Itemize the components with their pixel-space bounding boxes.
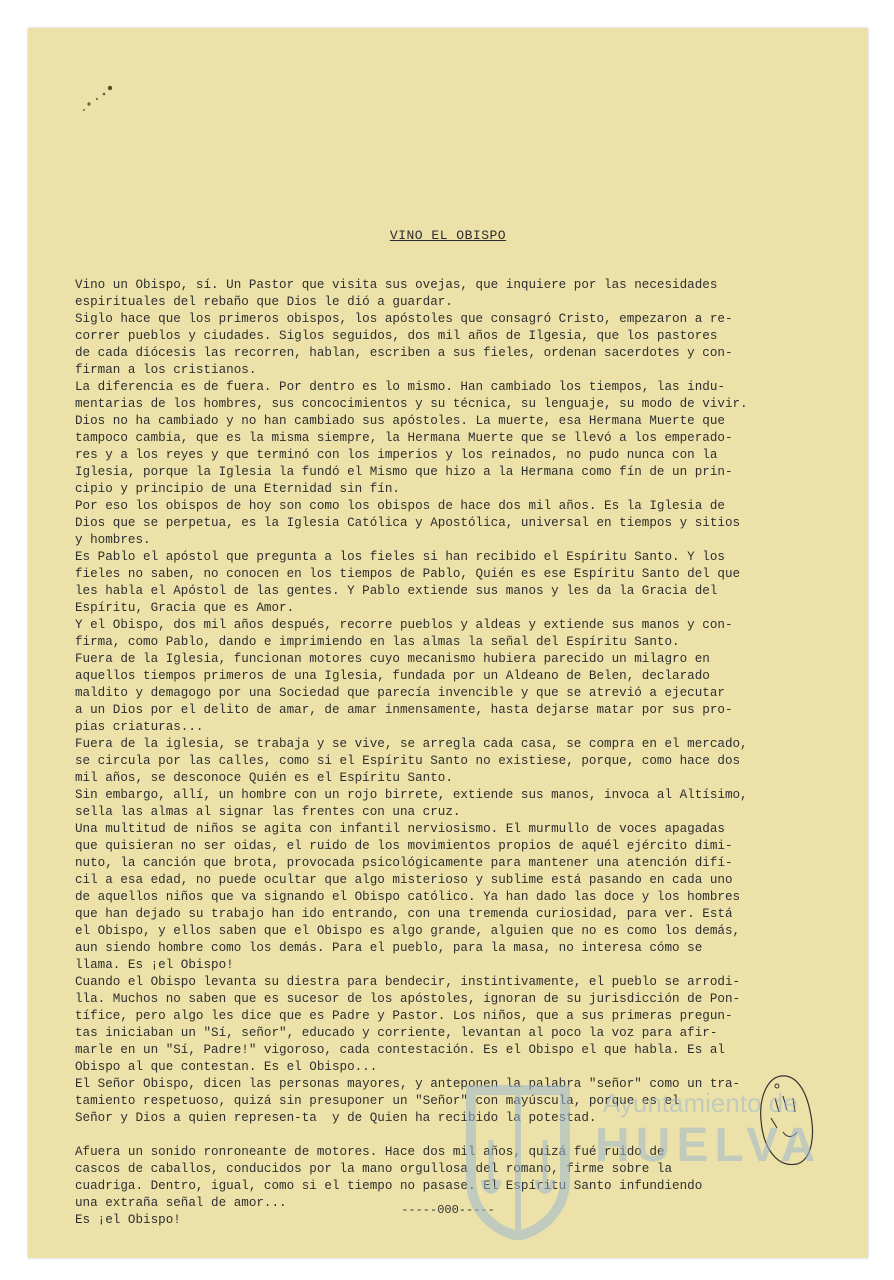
text-line: Sin embargo, allí, un hombre con un rojo birrete, extiende sus manos, invoca al Altísimo, (75, 788, 748, 802)
text-line: pias criaturas... (75, 720, 204, 734)
text-line: Fuera de la Iglesia, funcionan motores cuyo mecanismo hubiera parecido un milagro en (75, 652, 710, 666)
text-line: res y a los reyes y que terminó con los imperios y los reinados, no pudo nunca con la (75, 448, 718, 462)
text-line: espirituales del rebaño que Dios le dió a guardar. (75, 295, 453, 309)
city-shield-icon (463, 1080, 573, 1240)
text-line: les habla el Apóstol de las gentes. Y Pablo extiende sus manos y les da la Gracia del (75, 584, 718, 598)
end-mark: -----000----- (401, 1203, 495, 1217)
text-line: Iglesia, porque la Iglesia la fundó el Mismo que hizo a la Hermana como fín de un prin- (75, 465, 733, 479)
text-line: cuadriga. Dentro, igual, como si el tiempo no pasase. El Espíritu Santo infundiendo (75, 1179, 703, 1193)
watermark-name: Ayuntamiento de (603, 1088, 798, 1118)
text-line: Por eso los obispos de hoy son como los obispos de hace dos mil años. Es la Iglesia de (75, 499, 725, 513)
huelva-watermark (455, 1080, 840, 1240)
watermark-city: HUELVA (595, 1119, 822, 1172)
text-line: nuto, la canción que brota, provocada psicológicamente para mantener una atención difí- (75, 856, 733, 870)
text-line: y hombres. (75, 533, 151, 547)
text-line: Dios no ha cambiado y no han cambiado sus apóstoles. La muerte, esa Hermana Muerte que (75, 414, 725, 428)
text-line: Es ¡el Obispo! (75, 1213, 181, 1227)
text-line: Es Pablo el apóstol que pregunta a los fieles si han recibido el Espíritu Santo. Y los (75, 550, 725, 564)
text-line: de cada diócesis las recorren, hablan, escriben a sus fieles, ordenan sacerdotes y con- (75, 346, 733, 360)
text-line: Vino un Obispo, sí. Un Pastor que visita sus ovejas, que inquiere por las necesidades (75, 278, 718, 292)
document-page (28, 28, 868, 1258)
text-line: Una multitud de niños se agita con infantil nerviosismo. El murmullo de voces apagadas (75, 822, 725, 836)
text-line: cil a esa edad, no puede ocultar que algo misterioso y sublime está pasando en cada uno (75, 873, 733, 887)
text-line: Siglo hace que los primeros obispos, los apóstoles que consagró Cristo, empezaron a re- (75, 312, 733, 326)
ink-smudge (80, 80, 122, 116)
text-line: de aquellos niños que va signando el Obispo católico. Ya han dado las doce y los hombres (75, 890, 741, 904)
text-line: una extraña señal de amor... (75, 1196, 287, 1210)
text-line: Dios que se perpetua, es la Iglesia Católica y Apostólica, universal en tiempos y sitios (75, 516, 741, 530)
text-line: que quisieran no ser oidas, el ruido de los movimientos propios de aquél ejército dimi- (75, 839, 733, 853)
text-line: llama. Es ¡el Obispo! (75, 958, 234, 972)
text-line: tampoco cambia, que es la misma siempre, la Hermana Muerte que se llevó a los emperado- (75, 431, 733, 445)
text-line: el Obispo, y ellos saben que el Obispo es algo grande, alguien que no es como los demás, (75, 924, 741, 938)
text-line: Obispo al que contestan. Es el Obispo... (75, 1060, 378, 1074)
text-line: correr pueblos y ciudades. Siglos seguidos, dos mil años de Ilgesia, que los pastores (75, 329, 718, 343)
text-line: cascos de caballos, conducidos por la mano orgullosa del romano, firme sobre la (75, 1162, 673, 1176)
text-line: se circula por las calles, como si el Espíritu Santo no existiese, porque, como hace dos (75, 754, 741, 768)
text-line: sella las almas al signar las frentes con una cruz. (75, 805, 461, 819)
text-line: mentarias de los hombres, sus concocimientos y su técnica, su lenguaje, su modo de vivir. (75, 397, 748, 411)
text-line: firman a los cristianos. (75, 363, 257, 377)
text-line: Fuera de la iglesia, se trabaja y se vive, se arregla cada casa, se compra en el mercado, (75, 737, 748, 751)
text-line: Y el Obispo, dos mil años después, recorre pueblos y aldeas y extiende sus manos y con- (75, 618, 733, 632)
text-line: mil años, se desconoce Quién es el Espíritu Santo. (75, 771, 453, 785)
text-line: aquellos tiempos primeros de una Iglesia, fundada por un Aldeano de Belen, declarado (75, 669, 710, 683)
text-line: tas iniciaban un "Sí, señor", educado y corriente, levantan al poco la voz para afir- (75, 1026, 718, 1040)
text-line: fieles no saben, no conocen en los tiempos de Pablo, Quién es ese Espíritu Santo del que (75, 567, 741, 581)
text-line: marle en un "Sí, Padre!" vigoroso, cada contestación. Es el Obispo el que habla. Es al (75, 1043, 725, 1057)
text-line: lla. Muchos no saben que es sucesor de los apóstoles, ignoran de su jurisdicción de Pon- (75, 992, 741, 1006)
text-line: El Señor Obispo, dicen las personas mayores, y anteponen la palabra "señor" como un tra- (75, 1077, 741, 1091)
text-line: tífice, pero algo les dice que es Padre y Pastor. Los niños, que a sus primeras pregun- (75, 1009, 733, 1023)
text-line: La diferencia es de fuera. Por dentro es lo mismo. Han cambiado los tiempos, las indu- (75, 380, 725, 394)
text-line: cipio y principio de una Eternidad sin fín. (75, 482, 400, 496)
text-line: aun siendo hombre como los demás. Para el pueblo, para la masa, no interesa cómo se (75, 941, 703, 955)
text-line: que han dejado su trabajo han ido entrando, con una tremenda curiosidad, para ver. Está (75, 907, 733, 921)
text-line: firma, como Pablo, dando e imprimiendo en las almas la señal del Espíritu Santo. (75, 635, 680, 649)
text-line: a un Dios por el delito de amar, de amar inmensamente, hasta dejarse matar por sus pro- (75, 703, 733, 717)
document-title: VINO EL OBISPO (389, 228, 507, 243)
text-line: tamiento respetuoso, quizá sin presuponer un "Señor" con mayúscula, porque es el (75, 1094, 680, 1108)
text-line: Cuando el Obispo levanta su diestra para bendecir, instintivamente, el pueblo se arrodi- (75, 975, 741, 989)
text-line: Espíritu, Gracia que es Amor. (75, 601, 295, 615)
text-line: maldito y demagogo por una Sociedad que parecía invencible y que se atrevió a ejecutar (75, 686, 725, 700)
text-line: Afuera un sonido ronroneante de motores. Hace dos mil años, quizá fué ruido de (75, 1145, 665, 1159)
text-line: Señor y Dios a quien represen-ta y de Quien ha recibido la potestad. (75, 1111, 597, 1125)
